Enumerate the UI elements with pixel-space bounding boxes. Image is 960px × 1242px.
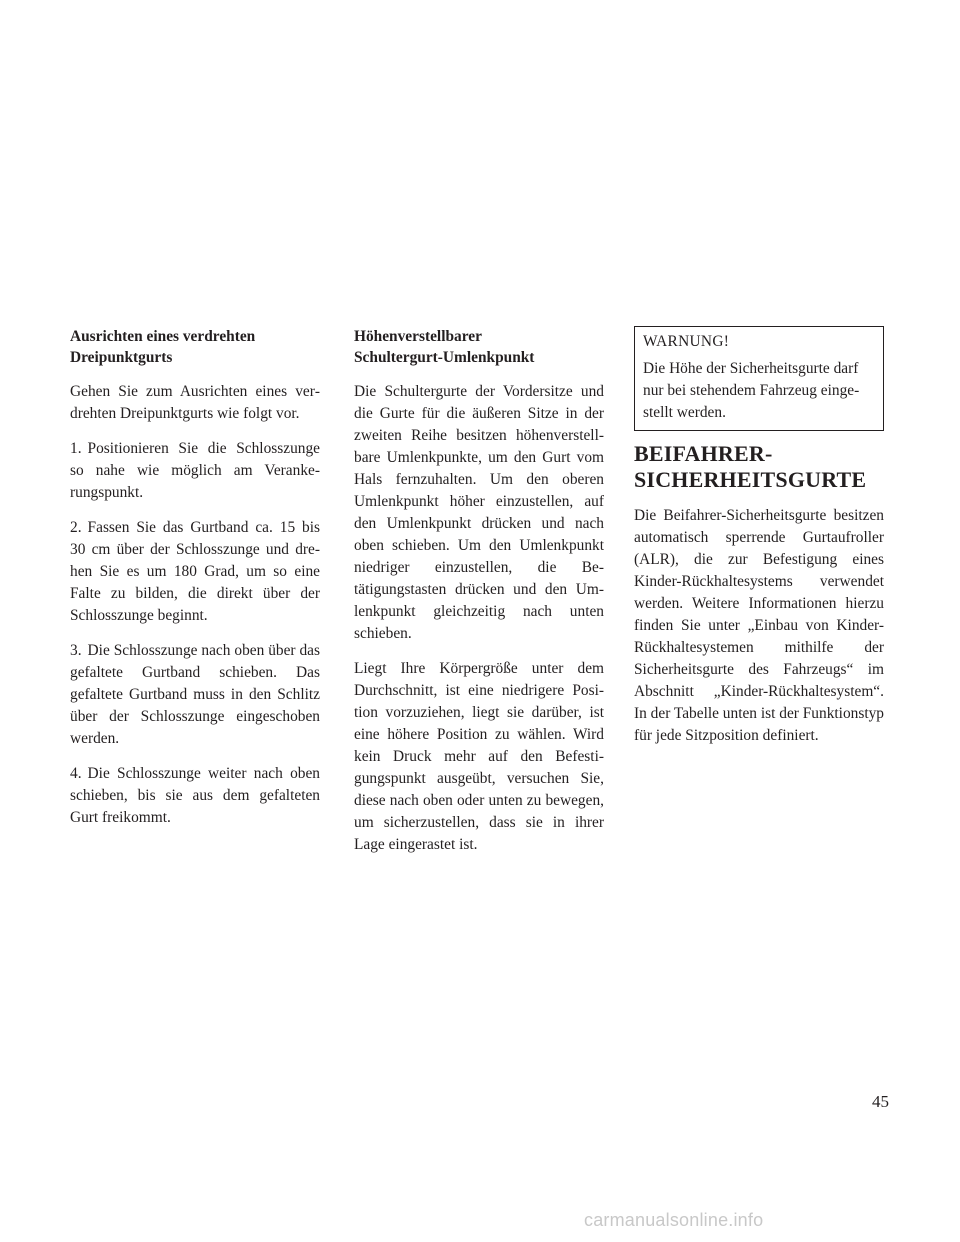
column-left [70,326,320,842]
watermark: carmanualsonline.info [584,1210,764,1230]
anchor-paragraph-1: Die Schultergurte der Vordersitze und die Gurte für die äußeren Sitze in der zweiten Reihe besitzen höhenverstellbare Umlenkpunkte, um den Gurt vom Hals fernzuhalten. Um den oberen Umlenkpunkt höher einzustellen, auf den Umlenkpunkt drücken und nach oben schieben. Um den Umlenkpunkt niedriger einzustellen, die Betätigungstasten drücken und den Umlenkpunkt gleichzeitig nach unten schieben. [354,383,604,642]
warning-box [634,326,884,431]
warning-text: Die Höhe der Sicherheitsgurte darf nur bei stehendem Fahrzeug eingestellt werden. [643,360,860,421]
page-number: 45 [872,1092,889,1111]
anchor-paragraph-2: Liegt Ihre Körpergröße unter dem Durchschnitt, ist eine niedrigere Position vorzuziehen, liegt sie darüber, ist eine höhere Position zu wählen. Wird kein Druck mehr auf den Befestigungspunkt ausgeübt, versuchen Sie, diese nach oben oder unten zu bewegen, um sicherzustellen, dass sie in ihrer Lage eingerastet ist. [354,660,604,853]
section-title: BEIFAHRER- SICHERHEITSGURTE [634,441,867,492]
column-middle [354,326,604,869]
heading-twisted-belt: Ausrichten eines verdrehten Dreipunktgurts [70,328,256,366]
column-right [634,326,884,760]
warning-title: WARNUNG! [643,333,730,350]
heading-shoulder-belt-anchor: Höhenverstellbarer Schultergurt-Umlenkpunkt [354,328,535,366]
intro-paragraph: Gehen Sie zum Ausrichten eines verdrehten Dreipunktgurts wie folgt vor. [70,383,320,422]
step-4: 4. Die Schlosszunge weiter nach oben schieben, bis sie aus dem gefalteten Gurt freikommt. [70,765,320,826]
step-1: 1. Positionieren Sie die Schlosszunge so nahe wie möglich am Verankerungspunkt. [70,440,320,501]
passenger-belts-paragraph: Die Beifahrer-Sicherheitsgurte besitzen automatisch sperrende Gurtaufroller (ALR), die zur Befestigung eines Kinder-Rückhaltesystems verwendet werden. Weitere Informationen hierzu finden Sie unter „Einbau von Kinder-Rückhaltesystemen mithilfe der Sicherheitsgurte des Fahrzeugs“ im Abschnitt „Kinder-Rückhaltesystem“. In der Tabelle unten ist der Funktionstyp für jede Sitzposition definiert. [634,507,884,744]
step-3: 3. Die Schlosszunge nach oben über das gefaltete Gurtband schieben. Das gefaltete Gurtband muss in den Schlitz über der Schlosszunge eingeschoben werden. [70,642,320,747]
step-2: 2. Fassen Sie das Gurtband ca. 15 bis 30 cm über der Schlosszunge und drehen Sie es um 180 Grad, um so eine Falte zu bilden, die direkt über der Schlosszunge beginnt. [70,519,320,624]
